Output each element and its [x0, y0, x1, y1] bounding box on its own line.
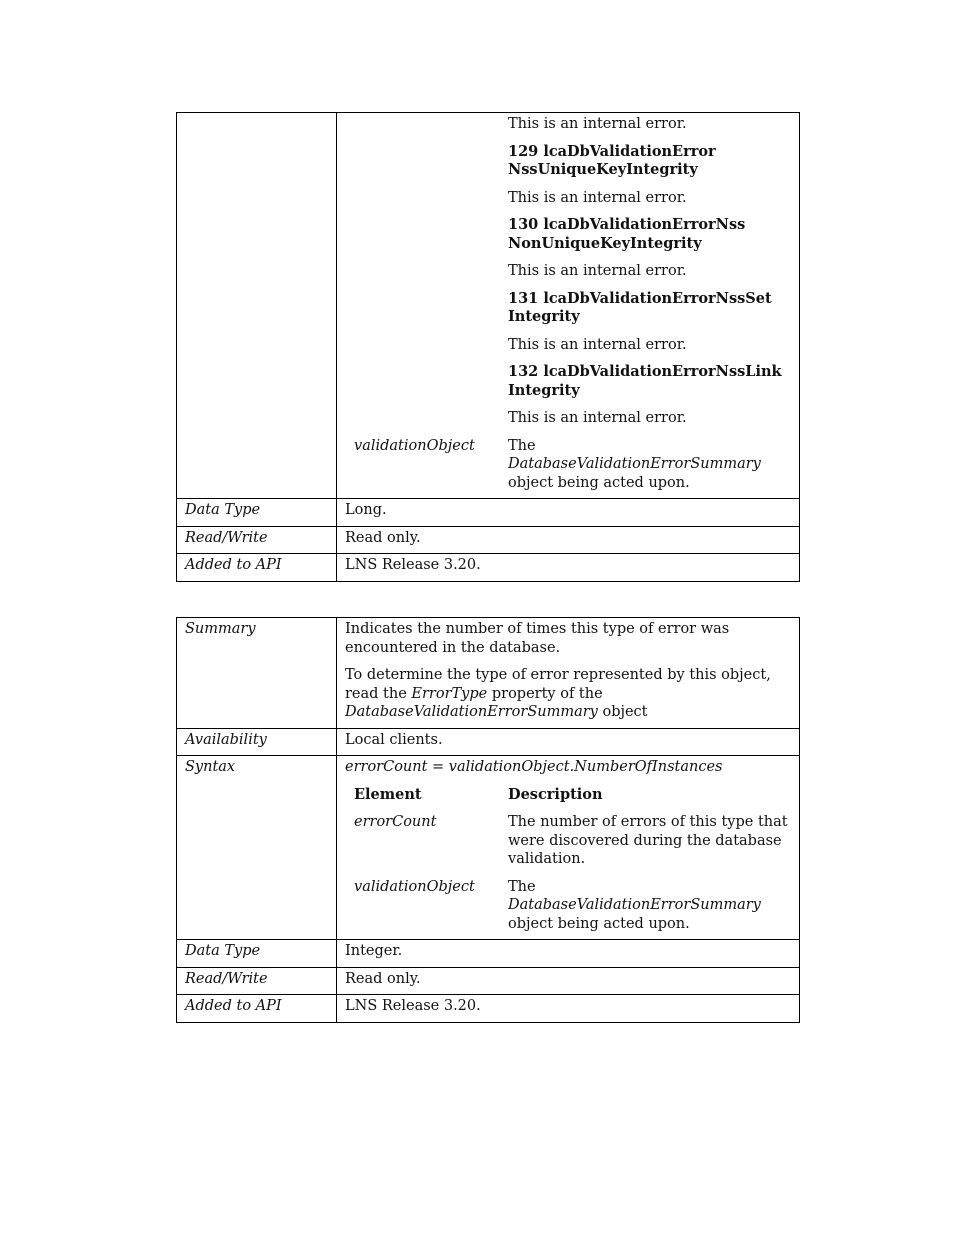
element-table — [345, 786, 791, 934]
syntax-cell — [337, 756, 800, 940]
summary-paragraph: Indicates the number of times this type of error was encountered in the database. — [345, 621, 730, 656]
property-table — [176, 617, 800, 1023]
summary-cell — [337, 618, 800, 729]
availability-row: Availability Local clients. — [177, 728, 800, 756]
syntax-continued-cell — [337, 113, 800, 499]
element-header: Element — [354, 785, 422, 803]
data-type-row: Data Type Long. — [177, 499, 800, 527]
element-desc: The number of errors of this type that were discovered during the database validation. — [508, 814, 788, 867]
element-name: validationObject — [354, 437, 475, 454]
property-table-continued — [176, 112, 800, 582]
element-desc: This is an internal error. — [508, 116, 687, 132]
element-table — [345, 115, 791, 492]
error-code: 130 lcaDbValidationErrorNss NonUniqueKeyIntegrity — [508, 216, 746, 252]
error-code-desc: This is an internal error. — [508, 410, 687, 426]
empty-key-cell — [177, 113, 337, 499]
syntax-continued-row — [177, 113, 800, 499]
error-code-desc: This is an internal error. — [508, 336, 687, 353]
element-desc: The DatabaseValidationErrorSummary object being acted upon. — [508, 878, 761, 932]
error-code-desc: This is an internal error. — [508, 263, 687, 279]
syntax-row: Syntax errorCount = validationObject.NumberOfInstances Element Description errorCount The number of errors of this type that were discovered during the database validation. validationObject The DatabaseValidationErrorSummary object being acted upon. — [177, 756, 800, 940]
error-code: 129 lcaDbValidationError NssUniqueKeyIntegrity — [508, 142, 716, 178]
read-write-row: Read/Write Read only. — [177, 526, 800, 554]
element-name: validationObject — [354, 878, 475, 895]
error-code-desc: This is an internal error. — [508, 189, 687, 206]
error-code: 131 lcaDbValidationErrorNssSet Integrity — [508, 289, 772, 325]
added-to-api-row: Added to API LNS Release 3.20. — [177, 995, 800, 1023]
element-name: errorCount — [354, 814, 437, 830]
summary-row: Summary Indicates the number of times this type of error was encountered in the database. To determine the type of error represented by this object, read the ErrorType property of the DatabaseValidationErrorSummary object — [177, 618, 800, 729]
description-header: Description — [508, 785, 603, 803]
error-code: 132 lcaDbValidationErrorNssLink Integrity — [508, 363, 782, 399]
data-type-row: Data Type Integer. — [177, 940, 800, 968]
summary-paragraph: To determine the type of error represented by this object, read the ErrorType property of the DatabaseValidationErrorSummary object — [345, 667, 771, 720]
element-desc: The DatabaseValidationErrorSummary object being acted upon. — [508, 437, 761, 491]
read-write-row: Read/Write Read only. — [177, 967, 800, 995]
added-to-api-row: Added to API LNS Release 3.20. — [177, 554, 800, 582]
syntax-expression: errorCount = validationObject.NumberOfInstances — [345, 759, 723, 775]
